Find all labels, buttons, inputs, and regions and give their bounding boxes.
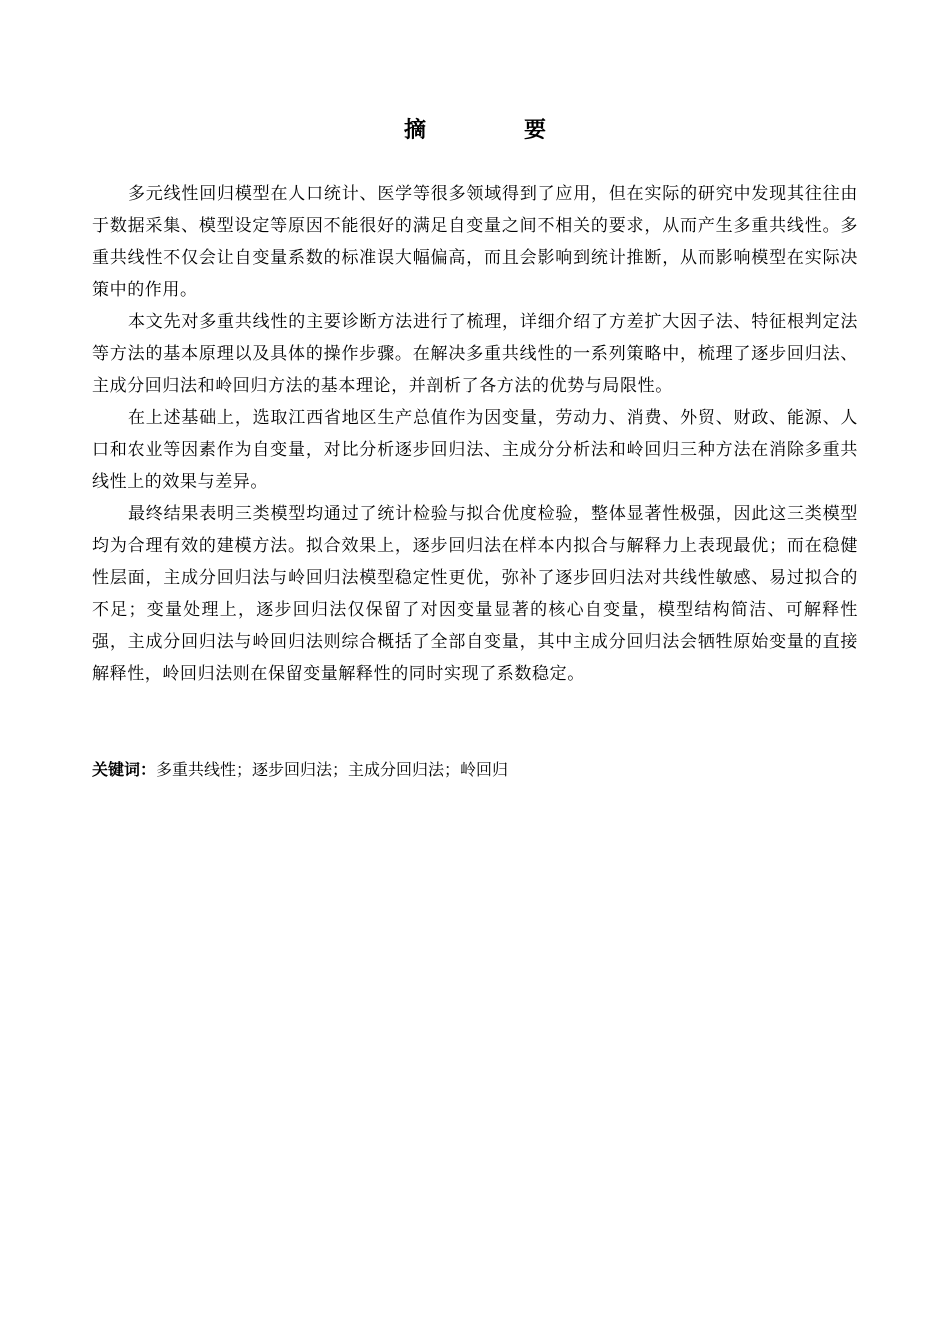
keywords-line [92,756,858,784]
abstract-paragraph-1: 多元线性回归模型在人口统计、医学等很多领域得到了应用，但在实际的研究中发现其往往由于数据采集、模型设定等原因不能很好的满足自变量之间不相关的要求，从而产生多重共线性。多重共线性不仅会让自变量系数的标准误大幅偏高，而且会影响到统计推断，从而影响模型在实际决策中的作用。 [92,184,858,300]
keywords-value: 多重共线性；逐步回归法；主成分回归法；岭回归 [156,760,509,779]
abstract-paragraph-4: 最终结果表明三类模型均通过了统计检验与拟合优度检验，整体显著性极强，因此这三类模型均为合理有效的建模方法。拟合效果上，逐步回归法在样本内拟合与解释力上表现最优；而在稳健性层面，主成分回归法与岭回归法模型稳定性更优，弥补了逐步回归法对共线性敏感、易过拟合的不足；变量处理上，逐步回归法仅保留了对因变量显著的核心自变量，模型结构简洁、可解释性强，主成分回归法与岭回归法则综合概括了全部自变量，其中主成分回归法会牺牲原始变量的直接解释性，岭回归法则在保留变量解释性的同时实现了系数稳定。 [92,504,858,684]
abstract-paragraph-3: 在上述基础上，选取江西省地区生产总值作为因变量，劳动力、消费、外贸、财政、能源、人口和农业等因素作为自变量，对比分析逐步回归法、主成分分析法和岭回归三种方法在消除多重共线性上的效果与差异。 [92,408,858,492]
keywords-label: 关键词： [92,760,157,779]
abstract-title: 摘 要 [403,118,584,143]
abstract-body [92,178,858,690]
abstract-paragraph-2: 本文先对多重共线性的主要诊断方法进行了梳理，详细介绍了方差扩大因子法、特征根判定法等方法的基本原理以及具体的操作步骤。在解决多重共线性的一系列策略中，梳理了逐步回归法、主成分回归法和岭回归方法的基本理论，并剖析了各方法的优势与局限性。 [92,312,858,396]
